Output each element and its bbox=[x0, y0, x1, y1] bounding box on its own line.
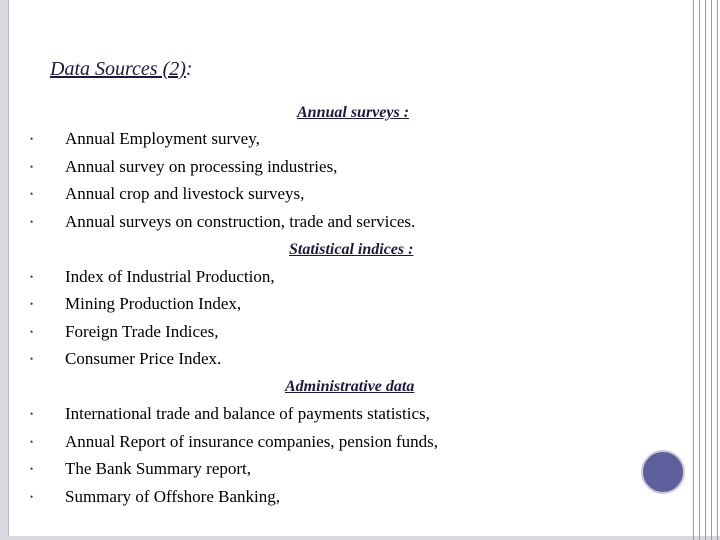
list-item-text: Annual crop and livestock surveys, bbox=[65, 184, 305, 203]
section-heading-annual-surveys: Annual surveys : bbox=[297, 104, 410, 121]
list-item-text: Foreign Trade Indices, bbox=[65, 322, 219, 341]
bullet-icon: • bbox=[30, 492, 34, 502]
list-item bbox=[30, 348, 221, 370]
bullet-icon: • bbox=[30, 134, 34, 144]
decorative-circle-icon bbox=[641, 450, 685, 494]
bullet-icon: • bbox=[30, 217, 34, 227]
bullet-icon: • bbox=[30, 299, 34, 309]
list-item-text: International trade and balance of payments statistics, bbox=[65, 404, 430, 423]
list-item bbox=[30, 431, 438, 453]
list-item bbox=[30, 156, 337, 178]
slide-title-suffix: : bbox=[185, 58, 193, 80]
bullet-icon: • bbox=[30, 189, 34, 199]
left-frame-border bbox=[0, 0, 8, 540]
list-item-text: The Bank Summary report, bbox=[65, 459, 252, 478]
list-item-text: Annual surveys on construction, trade and services. bbox=[65, 212, 416, 231]
slide-title-text: Data Sources (2) bbox=[50, 58, 186, 80]
list-item-text: Annual Report of insurance companies, pension funds, bbox=[65, 432, 438, 451]
bullet-icon: • bbox=[30, 272, 34, 282]
list-item bbox=[30, 266, 275, 288]
section-heading-statistical-indices: Statistical indices : bbox=[289, 241, 414, 258]
bullet-icon: • bbox=[30, 354, 34, 364]
list-item bbox=[30, 211, 415, 233]
list-item-text: Mining Production Index, bbox=[65, 294, 242, 313]
list-item-text: Annual survey on processing industries, bbox=[65, 157, 338, 176]
list-item-text: Annual Employment survey, bbox=[65, 129, 260, 148]
bottom-frame-border bbox=[0, 536, 720, 540]
bullet-icon: • bbox=[30, 464, 34, 474]
list-item-text: Consumer Price Index. bbox=[65, 349, 222, 368]
bullet-icon: • bbox=[30, 327, 34, 337]
list-item bbox=[30, 486, 280, 508]
section-heading-administrative-data: Administrative data bbox=[285, 378, 415, 395]
list-item bbox=[30, 183, 304, 205]
list-item-text: Index of Industrial Production, bbox=[65, 267, 275, 286]
left-frame-line bbox=[8, 0, 9, 540]
list-item bbox=[30, 128, 260, 150]
list-item bbox=[30, 458, 251, 480]
bullet-icon: • bbox=[30, 437, 34, 447]
bullet-icon: • bbox=[30, 409, 34, 419]
list-item-text: Summary of Offshore Banking, bbox=[65, 487, 280, 506]
list-item bbox=[30, 403, 430, 425]
slide-title bbox=[50, 58, 193, 81]
list-item bbox=[30, 293, 241, 315]
list-item bbox=[30, 321, 218, 343]
bullet-icon: • bbox=[30, 162, 34, 172]
